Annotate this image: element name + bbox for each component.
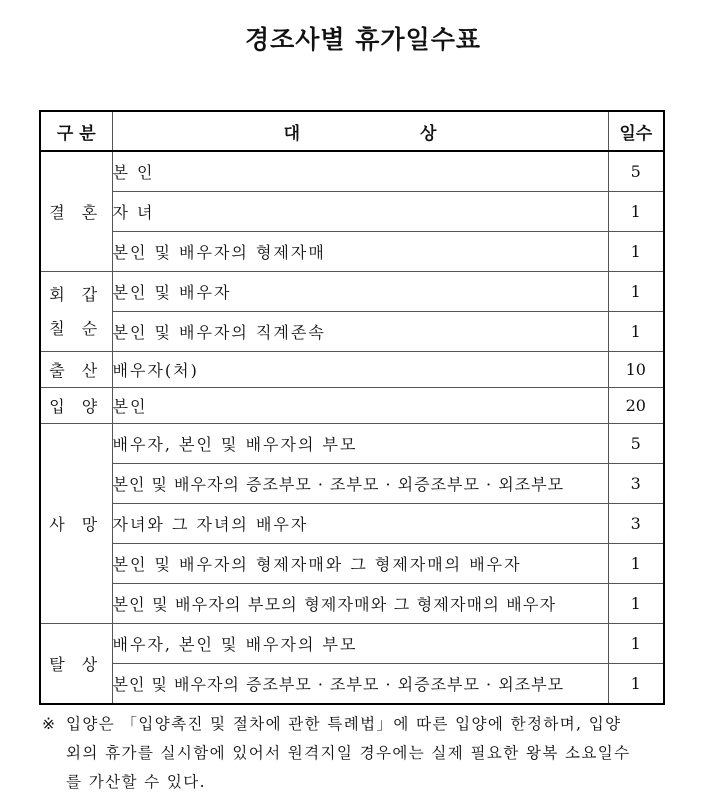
table-row xyxy=(40,504,664,544)
days-cell: 3 xyxy=(608,464,664,504)
days-cell: 3 xyxy=(608,504,664,544)
days-cell: 1 xyxy=(608,272,664,312)
days-cell: 5 xyxy=(608,151,664,192)
category-cell xyxy=(40,272,112,352)
category-label: 입 양 xyxy=(49,397,104,416)
reference-mark-icon: ※ xyxy=(42,715,57,733)
header-category: 구 분 xyxy=(40,111,112,151)
leave-days-table xyxy=(39,110,665,705)
footnote-line-2: 외의 휴가를 실시함에 있어서 원격지일 경우에는 실제 필요한 왕복 소요일수 xyxy=(66,744,631,762)
header-days: 일수 xyxy=(608,111,664,151)
table-row xyxy=(40,464,664,504)
target-cell: 배우자(처) xyxy=(112,352,608,388)
header-target-right: 상 xyxy=(420,123,437,144)
footnote-line-3: 를 가산할 수 있다. xyxy=(66,773,206,791)
table-row xyxy=(40,232,664,272)
table-row xyxy=(40,151,664,192)
footnote xyxy=(42,710,682,797)
category-label: 칠 순 xyxy=(49,318,104,338)
category-cell xyxy=(40,624,112,705)
target-cell: 본인 및 배우자 xyxy=(112,272,608,312)
table-row xyxy=(40,584,664,624)
days-cell: 10 xyxy=(608,352,664,388)
category-label: 회 갑 xyxy=(49,284,104,304)
target-cell: 본인 및 배우자의 형제자매 xyxy=(112,232,608,272)
target-cell: 본인 및 배우자의 형제자매와 그 형제자매의 배우자 xyxy=(112,544,608,584)
target-cell: 배우자, 본인 및 배우자의 부모 xyxy=(112,424,608,464)
days-cell: 1 xyxy=(608,584,664,624)
target-cell: 자 녀 xyxy=(112,192,608,232)
category-label: 사 망 xyxy=(49,515,104,534)
category-cell xyxy=(40,352,112,388)
target-cell: 본 인 xyxy=(112,151,608,192)
header-target xyxy=(112,111,608,151)
table-row xyxy=(40,424,664,464)
category-label: 출 산 xyxy=(49,361,104,380)
footnote-line-1 xyxy=(42,710,682,739)
category-label: 탈 상 xyxy=(49,655,104,674)
category-cell xyxy=(40,151,112,272)
target-cell: 본인 및 배우자의 증조부모 · 조부모 · 외증조부모 · 외조부모 xyxy=(112,664,608,705)
days-cell: 5 xyxy=(608,424,664,464)
table-row xyxy=(40,352,664,388)
target-cell: 본인 xyxy=(112,388,608,424)
days-cell: 1 xyxy=(608,624,664,664)
table-row xyxy=(40,544,664,584)
table-row xyxy=(40,192,664,232)
page-title: 경조사별 휴가일수표 xyxy=(244,25,482,54)
header-target-left: 대 xyxy=(283,123,300,144)
footnote-text-1: 입양은 「입양촉진 및 절차에 관한 특례법」에 따른 입양에 한정하며, 입양 xyxy=(66,715,622,733)
days-cell: 1 xyxy=(608,312,664,352)
target-cell: 본인 및 배우자의 부모의 형제자매와 그 형제자매의 배우자 xyxy=(112,584,608,624)
table-row xyxy=(40,664,664,705)
target-cell: 자녀와 그 자녀의 배우자 xyxy=(112,504,608,544)
days-cell: 1 xyxy=(608,232,664,272)
table-header-row xyxy=(40,111,664,151)
table-body xyxy=(40,151,664,704)
category-cell xyxy=(40,388,112,424)
table-row xyxy=(40,312,664,352)
days-cell: 1 xyxy=(608,544,664,584)
target-cell: 본인 및 배우자의 직계존속 xyxy=(112,312,608,352)
category-cell xyxy=(40,424,112,624)
category-label: 결 혼 xyxy=(49,203,104,222)
days-cell: 20 xyxy=(608,388,664,424)
target-cell: 배우자, 본인 및 배우자의 부모 xyxy=(112,624,608,664)
days-cell: 1 xyxy=(608,664,664,705)
target-cell: 본인 및 배우자의 증조부모 · 조부모 · 외증조부모 · 외조부모 xyxy=(112,464,608,504)
days-cell: 1 xyxy=(608,192,664,232)
table-row xyxy=(40,388,664,424)
table-row xyxy=(40,272,664,312)
table-row xyxy=(40,624,664,664)
